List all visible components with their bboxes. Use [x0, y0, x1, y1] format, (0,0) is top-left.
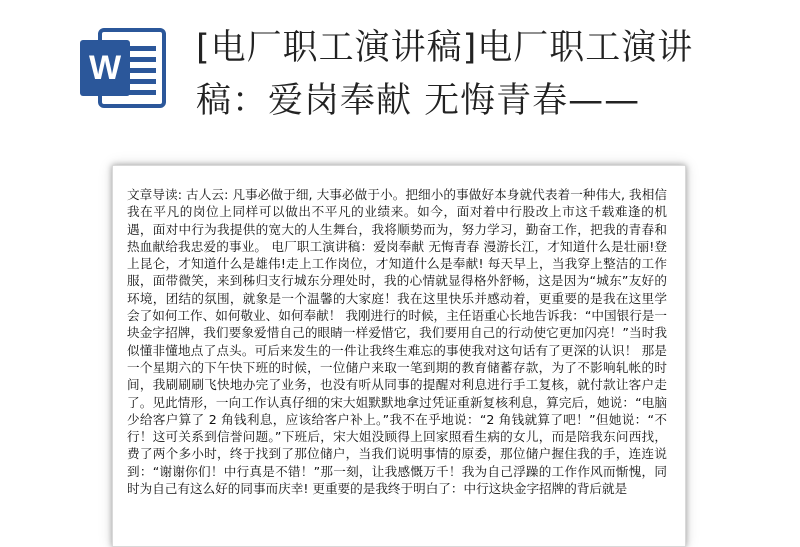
word-document-icon	[78, 26, 166, 110]
page-header	[0, 0, 800, 150]
page-title: [电厂职工演讲稿]电厂职工演讲稿：爱岗奉献 无悔青春——	[196, 28, 694, 121]
document-body: 文章导读: 古人云: 凡事必做于细, 大事必做于小。把细小的事做好本身就代表着一种伟大, 我相信我在平凡的岗位上同样可以做出不平凡的业绩来。如今，面对着中行股改上市这千载难逢的机遇，面对中行为我提供的宽大的人生舞台，我将顺势而为，努力学习，勤奋工作，把我的青春和热血献给我忠爱的事业。 电厂职工演讲稿：爱岗奉献 无悔青春 漫游长江，才知道什么是壮丽!登上昆仑，才知道什么是雄伟!走上工作岗位，才知道什么是奉献! 每天早上，当我穿上整洁的工作服，面带微笑，来到秭归支行城东分理处时，我的心情就显得格外舒畅，这是因为“城东”友好的环境，团结的氛围，就象是一个温馨的大家庭！我在这里快乐并感动着，更重要的是我在这里学会了如何工作、如何敬业、如何奉献！ 我刚进行的时候，主任语重心长地告诉我：“中国银行是一块金字招牌，我们要象爱惜自己的眼睛一样爱惜它，我们要用自己的行动使它更加闪亮！”当时我似懂非懂地点了点头。可后来发生的一件让我终生难忘的事使我对这句话有了更深的认识！ 那是一个星期六的下午快下班的时候，一位储户来取一笔到期的教育储蓄存款，为了不影响轧帐的时间，我刷刷刷飞快地办完了业务，也没有听从同事的提醒对利息进行手工复核，就付款让客户走了。见此情形，一向工作认真仔细的宋大姐默默地拿过凭证重新复核利息，算完后，她说：“电脑少给客户算了 2 角钱利息，应该给客户补上。”我不在乎地说：“2 角钱就算了吧！”但她说：“不行！这可关系到信誉问题。”下班后，宋大姐没顾得上回家照看生病的女儿，而是陪我东问西找，费了两个多小时，终于找到了那位储户，当我们说明事情的原委，那位储户握住我的手，连连说到：“谢谢你们！中行真是不错！”那一刻，让我感慨万千！我为自己浮躁的工作作风而惭愧，同时为自己有这么好的同事而庆幸! 更重要的是我终于明白了：中行这块金字招牌的背后就是	[127, 187, 667, 497]
word-letter: W	[88, 49, 122, 87]
document-preview	[112, 165, 686, 547]
